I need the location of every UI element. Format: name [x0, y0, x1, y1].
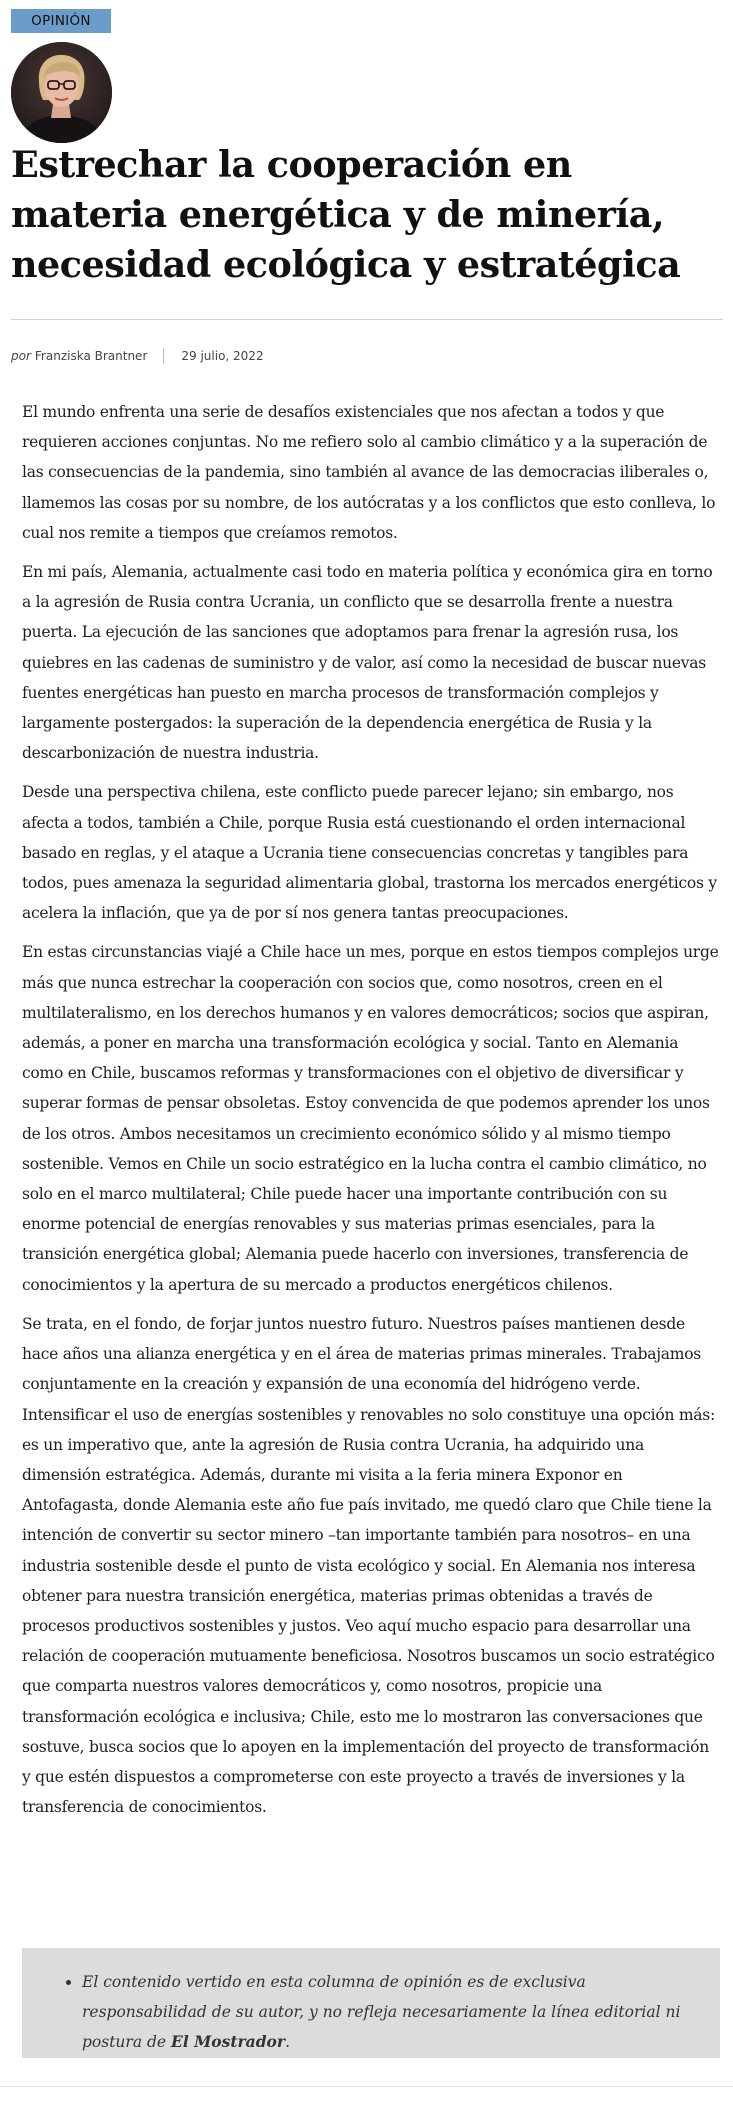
article-body: [22, 397, 722, 1831]
disclaimer-list: [22, 1948, 720, 2057]
title-divider: [11, 319, 723, 320]
author-link[interactable]: Franziska Brantner: [34, 349, 148, 363]
author-avatar: [11, 42, 112, 143]
article-paragraph: Desde una perspectiva chilena, este conflicto puede parecer lejano; sin embargo, nos afecta a todos, también a Chile, porque Rusia está cuestionando el orden internacional basado en reglas, y el ataque a Ucrania tiene consecuencias concretas y tangibles para todos, pues amenaza la seguridad alimentaria global, trastorna los mercados energéticos y acelera la inflación, que ya de por sí nos genera tantas preocupaciones.: [22, 783, 717, 923]
article-title: Estrechar la cooperación en materia energética y de minería, necesidad ecológica y estratégica: [11, 143, 681, 286]
section-tag-opinion[interactable]: OPINIÓN: [11, 9, 111, 33]
byline-separator: [163, 348, 164, 364]
disclaimer-end: .: [285, 2033, 291, 2051]
bottom-divider: [0, 2086, 733, 2087]
author-portrait-icon: [11, 42, 112, 143]
disclaimer-item: [82, 1967, 690, 2057]
article-paragraph: En estas circunstancias viajé a Chile hace un mes, porque en estos tiempos complejos urge más que nunca estrechar la cooperación con socios que, como nosotros, creen en el multilateralismo, en los derechos humanos y en valores democráticos; socios que aspiran, además, a poner en marcha una transformación ecológica y social. Tanto en Alemania como en Chile, buscamos reformas y transformaciones con el objetivo de diversificar y superar formas de pensar obsoletas. Estoy convencida de que podemos aprender los unos de los otros. Ambos necesitamos un crecimiento económico sólido y al mismo tiempo sostenible. Vemos en Chile un socio estratégico en la lucha contra el cambio climático, no solo en el marco multilateral; Chile puede hacer una importante contribución con su enorme potencial de energías renovables y sus materias primas esenciales, para la transición energética global; Alemania puede hacerlo con inversiones, transferencia de conocimientos y la apertura de su mercado a productos energéticos chilenos.: [22, 943, 719, 1294]
article-paragraph: Se trata, en el fondo, de forjar juntos nuestro futuro. Nuestros países mantienen desde hace años una alianza energética y en el área de materias primas minerales. Trabajamos conjuntamente en la creación y expansión de una economía del hidrógeno verde. Intensificar el uso de energías sostenibles y renovables no solo constituye una opción más: es un imperativo que, ante la agresión de Rusia contra Ucrania, ha adquirido una dimensión estratégica. Además, durante mi visita a la feria minera Exponor en Antofagasta, donde Alemania este año fue país invitado, me quedó claro que Chile tiene la intención de convertir su sector minero –tan importante también para nosotros– en una industria sostenible desde el punto de vista ecológico y social. En Alemania nos interesa obtener para nuestra transición energética, materias primas obtenidas a través de procesos productivos sostenibles y justos. Veo aquí mucho espacio para desarrollar una relación de cooperación mutuamente beneficiosa. Nosotros buscamos un socio estratégico que comparta nuestros valores democráticos y, como nosotros, propicie una transformación ecológica e inclusiva; Chile, esto me lo mostraron las conversaciones que sostuve, busca socios que lo apoyen en la implementación del proyecto de transformación y que estén dispuestos a comprometerse con este proyecto a través de inversiones y la transferencia de conocimientos.: [22, 1314, 715, 1817]
byline: [11, 346, 264, 366]
article-paragraph: En mi país, Alemania, actualmente casi todo en materia política y económica gira en torno a la agresión de Rusia contra Ucrania, un conflicto que se desarrolla frente a nuestra puerta. La ejecución de las sanciones que adoptamos para frenar la agresión rusa, los quiebres en las cadenas de suministro y de valor, así como la necesidad de buscar nuevas fuentes energéticas han puesto en marcha procesos de transformación complejos y largamente postergados: la superación de la dependencia energética de Rusia y la descarbonización de nuestra industria.: [22, 563, 713, 763]
publication-name: El Mostrador: [171, 2032, 286, 2051]
byline-prefix: por: [11, 349, 31, 363]
disclaimer-text: El contenido vertido en esta columna de opinión es de exclusiva responsabilidad de su autor, y no refleja necesariamente la línea editorial ni postura de: [82, 1973, 681, 2051]
publish-date: 29 julio, 2022: [181, 349, 264, 363]
disclaimer-box: [22, 1948, 720, 2058]
article-paragraph: El mundo enfrenta una serie de desafíos existenciales que nos afectan a todos y que requieren acciones conjuntas. No me refiero solo al cambio climático y a la superación de las consecuencias de la pandemia, sino también al avance de las democracias iliberales o, llamemos las cosas por su nombre, de los autócratas y a los conflictos que esto conlleva, lo cual nos remite a tiempos que creíamos remotos.: [22, 403, 716, 542]
